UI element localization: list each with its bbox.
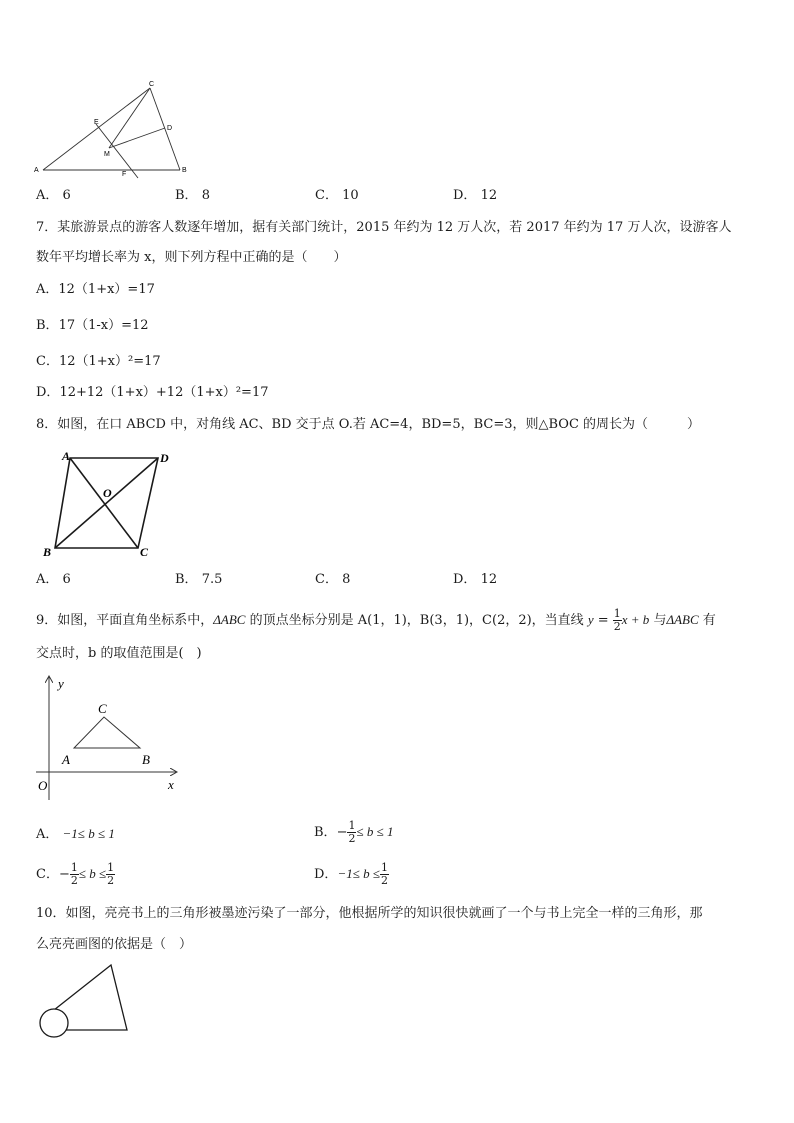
fraction-denominator: 2 xyxy=(348,832,356,845)
q6-label-e: E xyxy=(94,119,99,126)
option-letter: A． xyxy=(36,282,59,297)
q9-option-a[interactable] xyxy=(36,826,115,843)
q10-figure xyxy=(36,962,136,1044)
q9-label-x: x xyxy=(168,777,174,792)
q8-option-d[interactable] xyxy=(453,572,497,588)
q9-text-2: 的顶点坐标分别是 A(1，1)，B(3，1)，C(2，2)，当直线 xyxy=(245,613,588,628)
q7-option-a[interactable] xyxy=(36,282,155,298)
q7-option-d[interactable] xyxy=(36,385,269,401)
q8-label-b: B xyxy=(43,545,52,559)
q9-option-d[interactable] xyxy=(314,860,389,889)
fraction-denominator: 2 xyxy=(107,874,115,887)
option-letter: B． xyxy=(175,572,198,587)
option-letter: D． xyxy=(36,385,60,400)
option-text: 6 xyxy=(62,188,71,203)
option-letter: D． xyxy=(453,188,477,203)
option-text: 7.5 xyxy=(201,572,223,587)
q9-option-c[interactable] xyxy=(36,860,115,889)
q7-stem-line1: 7．某旅游景点的游客人数逐年增加，据有关部门统计，2015 年约为 12 万人次，若 2017 年约为 17 万人次，设游客人 xyxy=(36,220,732,235)
q8-label-a: A xyxy=(62,449,71,463)
q9-triangle-2: ΔABC xyxy=(666,612,699,627)
option-minus: − xyxy=(58,867,70,882)
option-expr: −1≤ b ≤ xyxy=(337,866,380,881)
option-text: 10 xyxy=(342,188,359,203)
option-letter: C． xyxy=(36,354,59,369)
q9-label-y: y xyxy=(58,676,64,691)
option-expr: ≤ b ≤ 1 xyxy=(356,824,394,839)
q6-option-d[interactable] xyxy=(453,188,497,204)
q7-option-c[interactable] xyxy=(36,354,161,370)
option-fraction xyxy=(70,862,79,887)
fraction-numerator: 1 xyxy=(613,607,621,620)
q8-diagonal-bd xyxy=(55,458,158,548)
fraction-denominator: 2 xyxy=(613,620,621,633)
q10-stem-line2: 么亮亮画图的依据是（ ） xyxy=(36,937,193,952)
q9-label-b: B xyxy=(142,752,150,767)
q9-label-a: A xyxy=(62,752,70,767)
option-letter: A． xyxy=(36,188,59,203)
option-letter: D． xyxy=(453,572,477,587)
fraction-numerator: 1 xyxy=(380,861,388,874)
q6-label-f: F xyxy=(122,171,127,178)
q6-option-b[interactable] xyxy=(175,188,210,204)
q6-line-cm xyxy=(109,88,150,148)
q6-label-b: B xyxy=(182,167,187,174)
option-letter: C． xyxy=(36,867,59,882)
q9-option-b[interactable] xyxy=(314,818,394,847)
q9-stem-line1 xyxy=(36,606,716,635)
q8-label-c: C xyxy=(140,545,149,559)
fraction-denominator: 2 xyxy=(70,874,78,887)
q8-option-a[interactable] xyxy=(36,572,71,588)
option-letter: C． xyxy=(315,188,338,203)
q6-label-a: A xyxy=(34,167,39,174)
q8-diagonal-ac xyxy=(70,458,138,548)
q6-line-ac xyxy=(43,88,150,170)
q8-option-c[interactable] xyxy=(315,572,350,588)
option-letter: B． xyxy=(175,188,198,203)
option-letter: B． xyxy=(36,318,59,333)
q9-text-3: 与 xyxy=(649,613,667,628)
q6-option-c[interactable] xyxy=(315,188,359,204)
option-letter: A． xyxy=(36,827,59,842)
option-text: 12 xyxy=(480,572,498,587)
q9-text-4: 有 xyxy=(698,613,716,628)
option-expr: −1≤ b ≤ 1 xyxy=(62,826,115,841)
option-text: 17（1-x）=12 xyxy=(58,318,149,333)
q10-stem-line1: 10．如图，亮亮书上的三角形被墨迹污染了一部分，他根据所学的知识很快就画了一个与书上完全一样的三角形，那 xyxy=(36,906,703,921)
q9-eq-rest: x + b xyxy=(621,612,650,627)
q6-line-cb xyxy=(150,88,180,170)
option-letter: D． xyxy=(314,867,338,882)
q6-label-d: D xyxy=(167,125,173,132)
option-text: 12（1+x）²=17 xyxy=(58,354,161,369)
q8-label-o: O xyxy=(103,486,112,500)
option-letter: C． xyxy=(315,572,338,587)
q8-label-d: D xyxy=(160,451,169,465)
q6-line-md xyxy=(109,128,165,148)
q9-stem-line2: 交点时，b 的取值范围是( ) xyxy=(36,646,202,661)
option-text: 6 xyxy=(62,572,71,587)
option-letter: B． xyxy=(314,825,337,840)
option-text: 8 xyxy=(342,572,351,587)
option-fraction xyxy=(380,862,389,887)
fraction-numerator: 1 xyxy=(348,819,356,832)
option-letter: A． xyxy=(36,572,59,587)
q10-ink-blot xyxy=(40,1009,68,1037)
q8-stem: 8．如图，在口 ABCD 中，对角线 AC、BD 交于点 O.若 AC=4，BD=5，BC=3，则△BOC 的周长为（ ） xyxy=(36,417,701,432)
q6-label-m: M xyxy=(104,151,110,158)
q9-triangle-1: ΔABC xyxy=(213,612,246,627)
q7-stem-line2: 数年平均增长率为 x，则下列方程中正确的是（ ） xyxy=(36,250,347,265)
q9-triangle-abc xyxy=(74,717,140,748)
q9-label-c: C xyxy=(98,701,107,716)
q9-text-1: 9．如图，平面直角坐标系中， xyxy=(36,613,214,628)
option-text: 12（1+x）=17 xyxy=(58,282,155,297)
q9-eq-sign: = xyxy=(593,613,613,628)
q8-option-b[interactable] xyxy=(175,572,222,588)
q6-label-c: C xyxy=(149,81,155,88)
q7-option-b[interactable] xyxy=(36,318,149,334)
q9-label-o: O xyxy=(38,778,48,793)
option-text: 12+12（1+x）+12（1+x）²=17 xyxy=(59,385,269,400)
option-minus: − xyxy=(336,825,348,840)
option-expr: ≤ b ≤ xyxy=(78,866,107,881)
q8-figure xyxy=(40,446,180,562)
option-fraction-2 xyxy=(106,862,115,887)
option-text: 8 xyxy=(201,188,210,203)
q6-option-a[interactable] xyxy=(36,188,71,204)
fraction-numerator: 1 xyxy=(70,861,78,874)
fraction-numerator: 1 xyxy=(107,861,115,874)
fraction-denominator: 2 xyxy=(380,874,388,887)
option-text: 12 xyxy=(480,188,498,203)
q9-figure xyxy=(34,672,184,800)
q9-eq-fraction xyxy=(613,608,622,633)
q9-eq-y: y xyxy=(587,612,594,627)
q6-figure xyxy=(30,78,200,182)
